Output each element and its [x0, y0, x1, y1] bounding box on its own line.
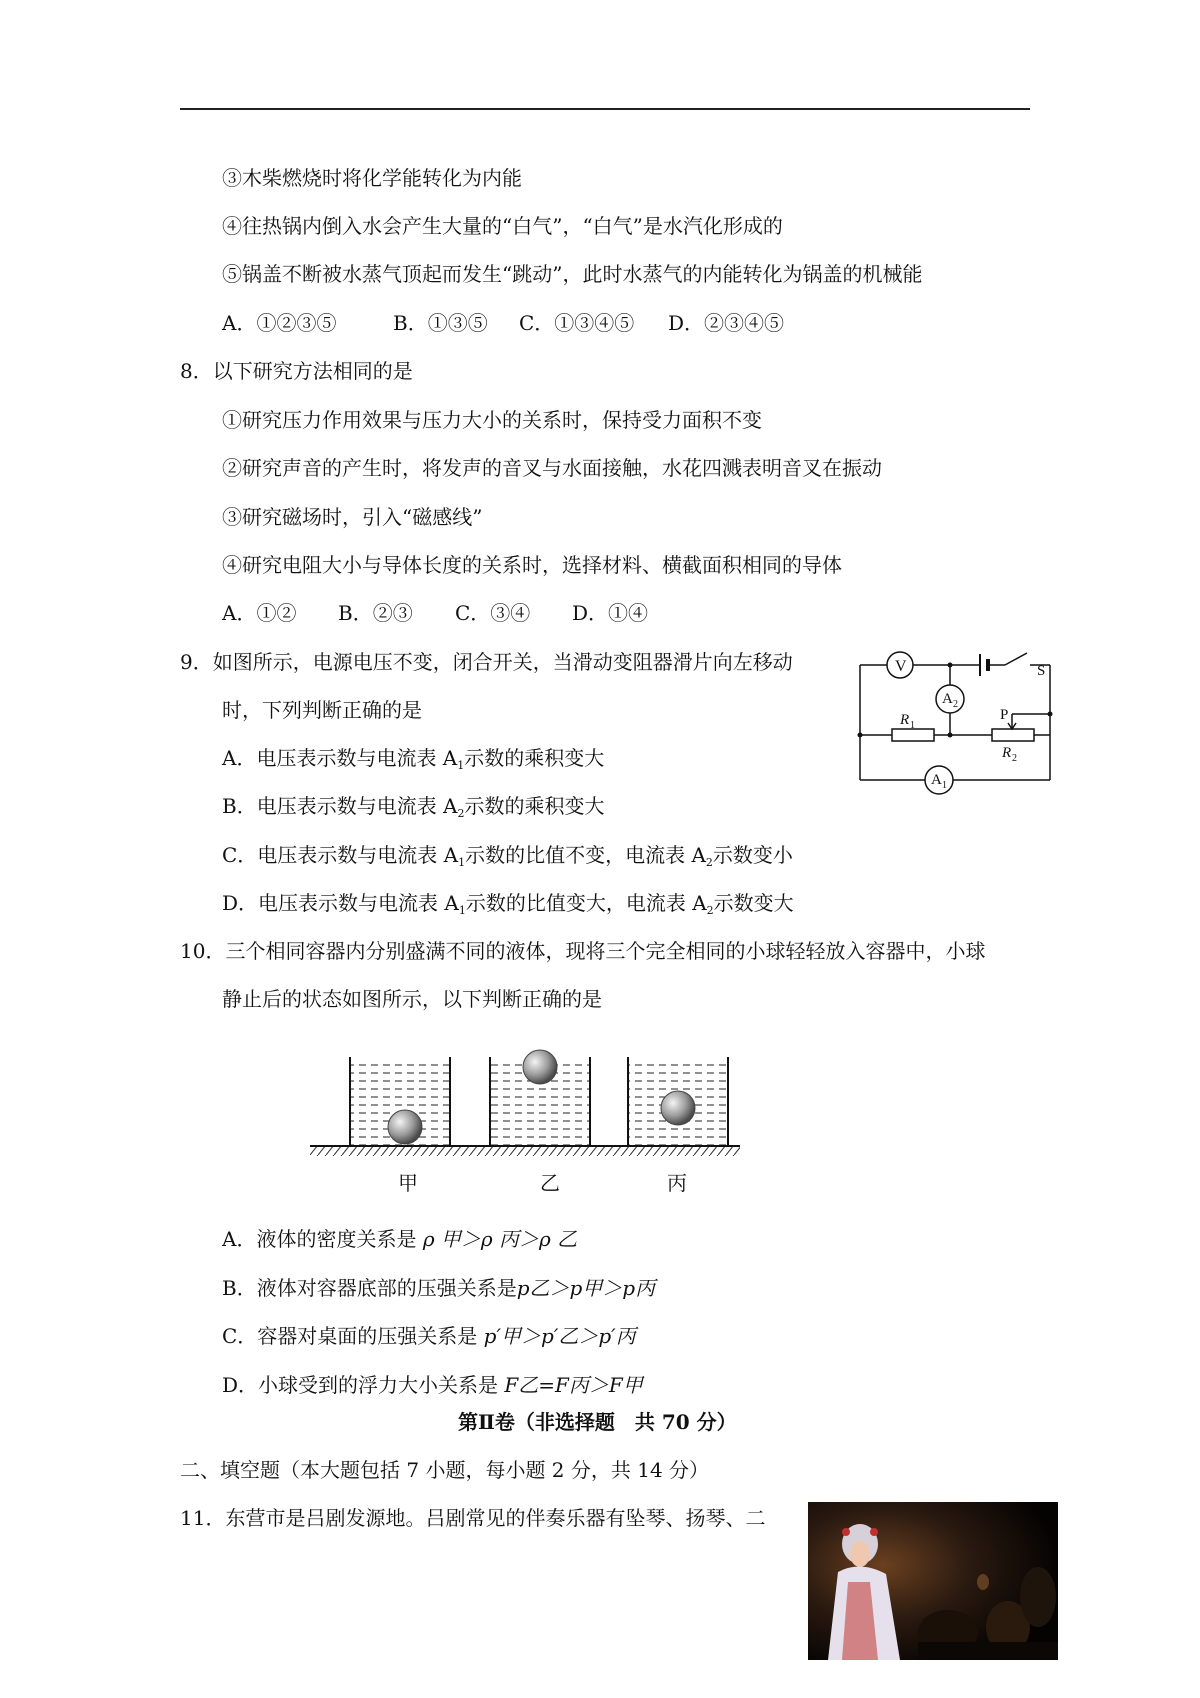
- q9-stem-line2: 时，下列判断正确的是: [222, 698, 422, 722]
- q10-stem-line2: 静止后的状态如图所示，以下判断正确的是: [222, 987, 602, 1011]
- part2-title: 第Ⅱ卷（非选择题 共 70 分）: [458, 1410, 737, 1434]
- switch-label: S: [1037, 663, 1046, 679]
- q9-option-a: A．电压表示数与电流表 $A_1$示数的乘积变大: [222, 746, 605, 772]
- circuit-diagram: [850, 640, 1060, 800]
- q10-option-d: D．小球受到的浮力大小关系是 F乙=F丙＞F甲: [222, 1373, 643, 1397]
- r1-label-sub: 1: [910, 720, 915, 731]
- q9-stem-line1: 9．如图所示，电源电压不变，闭合开关，当滑动变阻器滑片向左移动: [180, 650, 793, 674]
- q7-item-4: ④往热锅内倒入水会产生大量的“白气”，“白气”是水汽化形成的: [222, 214, 783, 238]
- q9-option-b: B．电压表示数与电流表 $A_2$示数的乘积变大: [222, 794, 605, 820]
- label-yi: 乙: [540, 1171, 560, 1195]
- a2-label-sub: 2: [953, 699, 958, 710]
- q7-option-a: A．①②③⑤: [222, 311, 337, 335]
- voltmeter-label: V: [895, 658, 907, 675]
- q7-option-b: B．①③⑤: [393, 311, 488, 335]
- container-bing: [628, 1057, 728, 1146]
- r2-label: R: [1002, 745, 1012, 761]
- q10-option-a: A．液体的密度关系是 ρ 甲＞ρ 丙＞ρ 乙: [222, 1227, 578, 1251]
- q7-option-d: D．②③④⑤: [668, 311, 785, 335]
- q9-option-c: C．电压表示数与电流表 $A_1$示数的比值不变，电流表 $A_2$示数变小: [222, 843, 793, 869]
- q7-item-5: ⑤锅盖不断被水蒸气顶起而发生“跳动”，此时水蒸气的内能转化为锅盖的机械能: [222, 262, 923, 286]
- slider-label: P: [1000, 707, 1009, 723]
- q10-option-c: C．容器对桌面的压强关系是 p′甲＞p′乙＞p′丙: [222, 1324, 636, 1348]
- q9-option-d: D．电压表示数与电流表 $A_1$示数的比值变大，电流表 $A_2$示数变大: [222, 891, 794, 917]
- q7-item-3: ③木柴燃烧时将化学能转化为内能: [222, 166, 522, 190]
- section-fill-in-title: 二、填空题（本大题包括 7 小题，每小题 2 分，共 14 分）: [180, 1458, 710, 1482]
- opera-performer-photo: [808, 1502, 1058, 1660]
- label-bing: 丙: [667, 1171, 687, 1195]
- q8-option-c: C．③④: [455, 601, 531, 625]
- header-rule: [180, 108, 1030, 110]
- label-jia: 甲: [398, 1171, 418, 1195]
- q8-item-1: ①研究压力作用效果与压力大小的关系时，保持受力面积不变: [222, 408, 762, 432]
- q8-item-3: ③研究磁场时，引入“磁感线”: [222, 505, 483, 529]
- a1-label-sub: 1: [942, 780, 947, 791]
- q10-option-b: B．液体对容器底部的压强关系是p乙＞p甲＞p丙: [222, 1276, 656, 1300]
- q8-option-d: D．①④: [572, 601, 649, 625]
- q8-option-b: B．②③: [338, 601, 413, 625]
- q10-stem-line1: 10．三个相同容器内分别盛满不同的液体，现将三个完全相同的小球轻轻放入容器中，小球: [180, 939, 986, 963]
- q8-item-4: ④研究电阻大小与导体长度的关系时，选择材料、横截面积相同的导体: [222, 553, 842, 577]
- q8-stem: 8．以下研究方法相同的是: [180, 359, 413, 383]
- container-yi: [490, 1050, 590, 1146]
- container-jia: [350, 1057, 450, 1146]
- r2-label-sub: 2: [1012, 753, 1017, 764]
- r1-label: R: [900, 712, 910, 728]
- q11-stem: 11．东营市是吕剧发源地。吕剧常见的伴奏乐器有坠琴、扬琴、二: [180, 1506, 766, 1530]
- q7-option-c: C．①③④⑤: [519, 311, 635, 335]
- a2-label: A: [942, 691, 953, 707]
- a1-label: A: [931, 772, 942, 788]
- q8-option-a: A．①②: [222, 601, 297, 625]
- q8-item-2: ②研究声音的产生时，将发声的音叉与水面接触，水花四溅表明音叉在振动: [222, 456, 882, 480]
